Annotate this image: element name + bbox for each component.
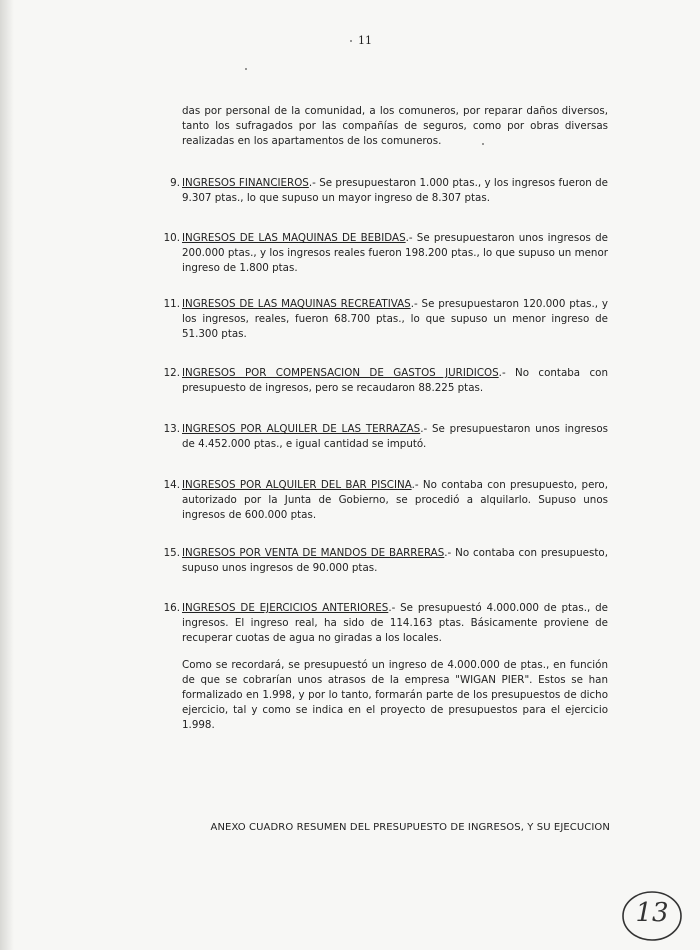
item-number: 11. <box>163 298 180 310</box>
item-text: .- Se presupuestó 4.000.000 de ptas., de ingresos. El ingreso real, ha sido de 114.163 ptas. Básicamente proviene de recuperar cuotas de agua no giradas a los locales. <box>182 602 608 644</box>
item-text: .- Se presupuestaron 1.000 ptas., y los ingresos fueron de 9.307 ptas., lo que supuso un mayor ingreso de 8.307 ptas. <box>182 177 609 204</box>
item-number: 15. <box>163 547 180 559</box>
item-body <box>182 231 608 276</box>
item-body <box>182 176 608 206</box>
closing-paragraph: Como se recordará, se presupuestó un ingreso de 4.000.000 de ptas., en función de que se cobrarían unos atrasos de la empresa "WIGAN PIER". Estos se han formalizado en 1.998, y por lo tanto, formarán parte de los presupuestos de dicho ejercicio, tal y como se indica en el proyecto de presupuestos para el ejercicio 1.998. <box>182 659 608 731</box>
item-body <box>182 546 608 576</box>
item-number: 16. <box>163 602 180 614</box>
item-text: .- Se presupuestaron 120.000 ptas., y los ingresos, reales, fueron 68.700 ptas., lo que supuso un menor ingreso de 51.300 ptas. <box>182 298 608 340</box>
item-title: INGRESOS POR ALQUILER DE LAS TERRAZAS <box>182 423 421 435</box>
intro-paragraph: das por personal de la comunidad, a los comuneros, por reparar daños diversos, tanto los sufragados por las compañías de seguros, como por obras diversas realizadas en los apartamentos de los comuneros. <box>182 105 608 147</box>
item-text: .- Se presupuestaron unos ingresos de 200.000 ptas., y los ingresos reales fueron 198.200 ptas., lo que supuso un menor ingreso de 1.800 ptas. <box>182 232 608 274</box>
scan-speck <box>245 68 247 70</box>
item-body <box>182 422 608 452</box>
item-text: .- No contaba con presupuesto de ingresos, pero se recaudaron 88.225 ptas. <box>182 367 608 394</box>
page-number: 11 <box>358 34 372 47</box>
page-edge-shadow <box>0 0 14 950</box>
item-text: .- No contaba con presupuesto, pero, autorizado por la Junta de Gobierno, se procedió a alquilarlo. Supuso unos ingresos de 600.000 ptas. <box>182 479 608 521</box>
item-number: 10. <box>163 232 180 244</box>
item-body <box>182 366 608 396</box>
item-body <box>182 478 608 523</box>
item-number: 12. <box>163 367 180 379</box>
item-title: INGRESOS DE EJERCICIOS ANTERIORES <box>182 602 389 614</box>
item-number: 9. <box>170 177 180 189</box>
item-text: .- No contaba con presupuesto, supuso unos ingresos de 90.000 ptas. <box>182 547 608 574</box>
stamp-number: 13 <box>635 898 669 928</box>
item-number: 14. <box>163 479 180 491</box>
item-title: INGRESOS POR VENTA DE MANDOS DE BARRERAS <box>182 547 445 559</box>
item-body <box>182 601 608 646</box>
item-title: INGRESOS POR ALQUILER DEL BAR PISCINA <box>182 479 412 491</box>
annex-caption: ANEXO CUADRO RESUMEN DEL PRESUPUESTO DE INGRESOS, Y SU EJECUCION <box>210 822 610 833</box>
item-text: .- Se presupuestaron unos ingresos de 4.452.000 ptas., e igual cantidad se imputó. <box>182 423 608 450</box>
item-number: 13. <box>163 423 180 435</box>
item-title: INGRESOS DE LAS MAQUINAS RECREATIVAS <box>182 298 411 310</box>
item-title: INGRESOS POR COMPENSACION DE GASTOS JURIDICOS <box>182 367 499 379</box>
item-title: INGRESOS FINANCIEROS <box>182 177 309 189</box>
item-body <box>182 297 608 342</box>
item-title: INGRESOS DE LAS MAQUINAS DE BEBIDAS <box>182 232 406 244</box>
